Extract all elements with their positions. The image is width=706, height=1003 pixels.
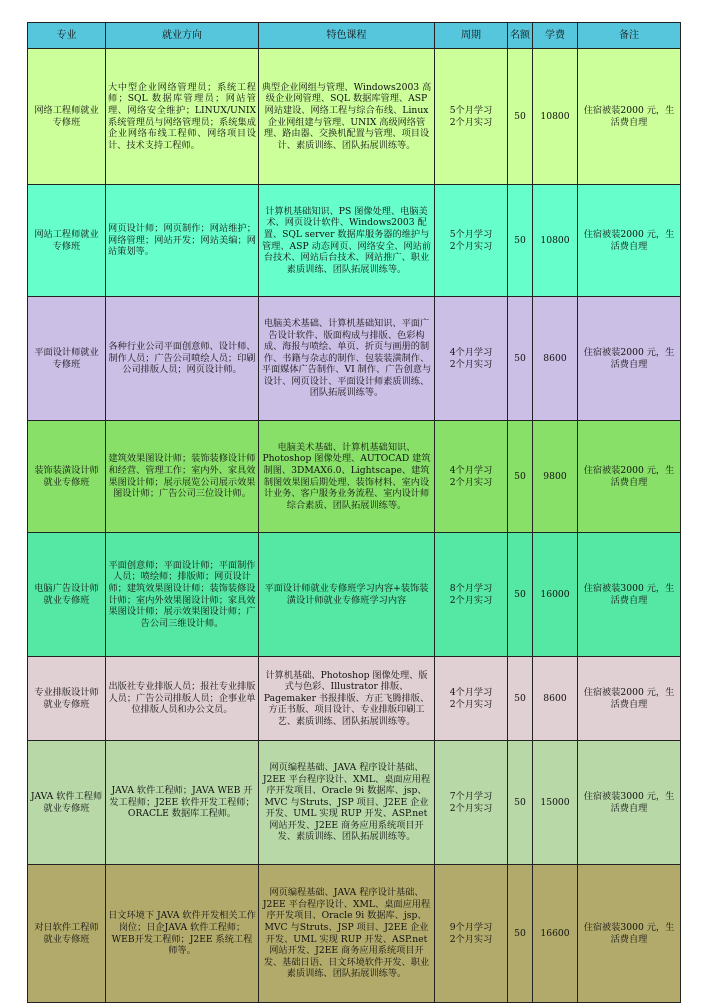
table-row [28,49,681,185]
fee-cell: 10800 [533,185,578,297]
period-intern: 2个月实习 [449,240,493,252]
header-period: 周期 [435,23,508,49]
period-study: 8个月学习 [449,582,493,594]
major-cell: 网站工程师就业专修班 [28,185,106,297]
period-cell [435,865,508,1003]
direction-cell: 建筑效果图设计师；装饰装修设计师和经营、管理工作；室内外、家具效果图设计师；展示展览公司展示效果图设计师；广告公司三位设计师。 [106,421,259,533]
courses-cell: 网页编程基础、JAVA 程序设计基础、J2EE 平台程序设计、XML、桌面应用程序开发项目、Oracle 9i 数据库、jsp、MVC 与Struts、JSP 项目、J2EE 企业开发、UML 实现 RUP 开发、ASP.net 网站开发、J2EE 商务应用系统项目开发、素质训练、团队拓展训练等。 [259,741,435,865]
period-study: 5个月学习 [449,228,493,240]
quota-cell: 50 [508,741,533,865]
period-intern: 2个月实习 [449,933,493,945]
header-major: 专业 [28,23,106,49]
courses-cell: 平面设计师就业专修班学习内容+装饰装潢设计师就业专修班学习内容 [259,533,435,657]
note-cell: 住宿被装2000 元，生活费自理 [578,657,681,741]
major-cell: 网络工程师就业专修班 [28,49,106,185]
quota-cell: 50 [508,657,533,741]
header-courses: 特色课程 [259,23,435,49]
period-intern: 2个月实习 [449,802,493,814]
period-intern: 2个月实习 [449,698,493,710]
courses-cell: 电脑美术基础、计算机基础知识、Photoshop 图像处理、AUTOCAD 建筑制图、3DMAX6.0、Lightscape、建筑制图效果图后期处理、装饰材料、室内设计业务、客户服务业务流程、室内设计师综合素质、团队拓展训练等。 [259,421,435,533]
period-cell [435,297,508,421]
table-row [28,865,681,1003]
period-study: 5个月学习 [449,104,493,116]
period-study: 4个月学习 [449,346,493,358]
direction-cell: 平面创意师；平面设计师；平面制作人员；喷绘师；排版师；网页设计师；建筑效果图设计师；装饰装修设计师；室内外效果图设计师；家具效果图设计师；展示效果图设计师；广告公司三维设计师。 [106,533,259,657]
period-study: 4个月学习 [449,686,493,698]
major-cell: 专业排版设计师就业专修班 [28,657,106,741]
courses-cell: 电脑美术基础、计算机基础知识、平面广告设计软件、版面构成与排版、色彩构成、海报与喷绘、单页、折页与画册的制作、书籍与杂志的制作、包装装潢制作、平面媒体广告制作、VI 制作、广告创意与设计、网页设计、平面设计师素质训练、团队拓展训练等。 [259,297,435,421]
period-cell [435,49,508,185]
direction-cell: 出版社专业排版人员；报社专业排版人员；广告公司排版人员；企事业单位排版人员和办公文员。 [106,657,259,741]
period-cell [435,533,508,657]
fee-cell: 8600 [533,657,578,741]
period-cell [435,657,508,741]
direction-cell: 大中型企业网络管理员；系统工程师；SQL 数据库管理员；网站管理、网络安全维护；LINUX/UNIX系统管理员与网络管理员；系统集成企业网络布线工程师、网络项目设计、技术支持工程师。 [106,49,259,185]
header-direction: 就业方向 [106,23,259,49]
direction-cell: 各种行业公司平面创意师、设计师、制作人员；广告公司喷绘人员；印刷公司排版人员；网页设计师。 [106,297,259,421]
direction-cell: JAVA 软件工程师；JAVA WEB 开发工程师；J2EE 软件开发工程师；ORACLE 数据库工程师。 [106,741,259,865]
note-cell: 住宿被装3000 元，生活费自理 [578,741,681,865]
note-cell: 住宿被装3000 元，生活费自理 [578,533,681,657]
fee-cell: 9800 [533,421,578,533]
note-cell: 住宿被装2000 元，生活费自理 [578,297,681,421]
direction-cell: 日文环境下 JAVA 软件开发相关工作岗位；日企JAVA 软件工程师；WEB开发工程师；J2EE 系统工程师等。 [106,865,259,1003]
major-cell: 平面设计师就业专修班 [28,297,106,421]
header-fee: 学费 [533,23,578,49]
period-cell [435,185,508,297]
note-cell: 住宿被装2000 元，生活费自理 [578,49,681,185]
courses-cell: 计算机基础知识、PS 图像处理、电脑美术、网页设计软件、Windows2003 配置、SQL server 数据库服务器的维护与管理、ASP 动态网页、网络安全、网站前台技术、网站后台技术、网站推广、职业素质训练、团队拓展训练等。 [259,185,435,297]
quota-cell: 50 [508,533,533,657]
period-intern: 2个月实习 [449,358,493,370]
table-row [28,185,681,297]
fee-cell: 16000 [533,533,578,657]
period-study: 9个月学习 [449,921,493,933]
major-cell: JAVA 软件工程师就业专修班 [28,741,106,865]
fee-cell: 10800 [533,49,578,185]
quota-cell: 50 [508,865,533,1003]
table-row [28,657,681,741]
table-row [28,297,681,421]
major-cell: 装饰装潢设计师就业专修班 [28,421,106,533]
fee-cell: 16600 [533,865,578,1003]
header-row [28,23,681,49]
note-cell: 住宿被装3000 元，生活费自理 [578,865,681,1003]
quota-cell: 50 [508,49,533,185]
courses-cell: 计算机基础、Photoshop 图像处理、版式与色彩、Illustrator 排版、Pagemaker 书报排版、方正飞腾排版、方正书版、项目设计、专业排版印刷工艺、素质训练、团队拓展训练等。 [259,657,435,741]
fee-cell: 15000 [533,741,578,865]
table-row [28,741,681,865]
header-note: 备注 [578,23,681,49]
major-cell: 对日软件工程师就业专修班 [28,865,106,1003]
table-row [28,533,681,657]
program-table [27,22,681,1003]
quota-cell: 50 [508,185,533,297]
period-study: 7个月学习 [449,790,493,802]
period-cell [435,421,508,533]
direction-cell: 网页设计师；网页制作；网站维护；网络管理；网站开发；网站美编；网站策划等。 [106,185,259,297]
quota-cell: 50 [508,297,533,421]
table-row [28,421,681,533]
period-intern: 2个月实习 [449,116,493,128]
period-cell [435,741,508,865]
period-intern: 2个月实习 [449,476,493,488]
note-cell: 住宿被装2000 元，生活费自理 [578,421,681,533]
period-intern: 2个月实习 [449,594,493,606]
header-quota: 名额 [508,23,533,49]
note-cell: 住宿被装2000 元，生活费自理 [578,185,681,297]
courses-cell: 网页编程基础、JAVA 程序设计基础、J2EE 平台程序设计、XML、桌面应用程序开发项目、Oracle 9i 数据库、jsp、MVC 与Struts、JSP 项目、J2EE 企业开发、UML 实现 RUP 开发、ASP.net 网站开发、J2EE 商务应用系统项目开发、基础日语、日文环境软件开发、职业素质训练、团队拓展训练等。 [259,865,435,1003]
fee-cell: 8600 [533,297,578,421]
major-cell: 电脑广告设计师就业专修班 [28,533,106,657]
quota-cell: 50 [508,421,533,533]
courses-cell: 典型企业网组与管理、Windows2003 高级企业网管理、SQL 数据库管理、ASP 网站建设、网络工程与综合布线、Linux 企业网组建与管理、UNIX 高级网络管理、路由器、交换机配置与管理、项目设计、素质训练、团队拓展训练等。 [259,49,435,185]
period-study: 4个月学习 [449,464,493,476]
